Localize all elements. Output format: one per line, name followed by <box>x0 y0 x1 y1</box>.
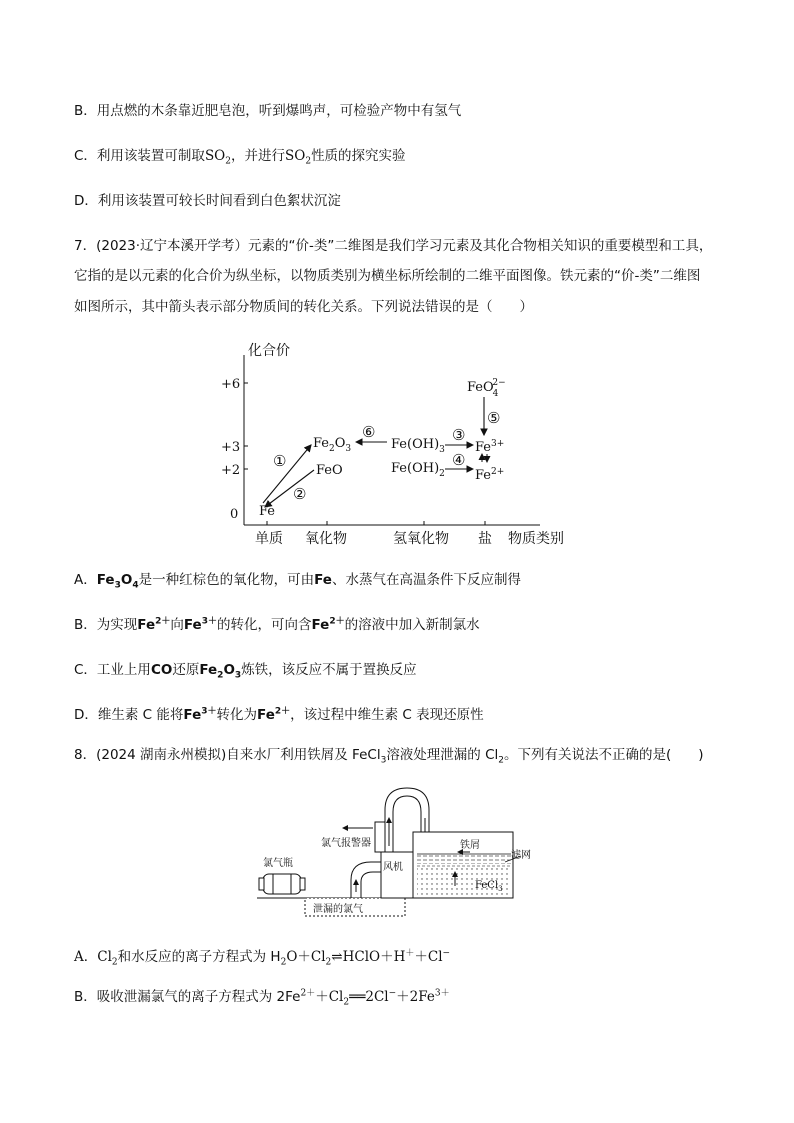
q6-option-d: D．利用该装置可较长时间看到白色絮状沉淀 <box>74 193 341 209</box>
ytick-plus2: +2 <box>221 463 241 478</box>
q8-option-b-text-2: ＋Cl <box>315 989 344 1005</box>
q8-option-a-text-3: O＋Cl <box>286 949 326 965</box>
q8-option-a-text-4: ⇌HClO＋H <box>331 949 406 965</box>
so2-text-2: SO <box>285 148 306 164</box>
species-fe3plus: $Fe^{3+}$ <box>475 439 505 455</box>
q7-stem-line-1: 7．(2023·辽宁本溪开学考）元素的“价-类”二维图是我们学习元素及其化合物相关知识的重要模型和工具， <box>74 238 713 254</box>
q8-option-a-text-5: ＋Cl <box>414 949 443 965</box>
xtick-label-hydroxide: 氢氧化物 <box>393 531 449 547</box>
ytick-plus6: +6 <box>221 377 241 392</box>
q8-stem-sub-2: 2 <box>498 755 505 766</box>
fe3o4-formula: $Fe_3O_4$ <box>96 572 139 591</box>
label-circled-5: ⑤ <box>487 409 501 427</box>
species-fe: Fe <box>259 504 276 519</box>
q8-stem-sub-1: 3 <box>380 755 387 766</box>
label-circled-4: ④ <box>452 451 466 469</box>
label-circled-2: ② <box>293 485 307 503</box>
q7-option-d-text-3: ，该过程中维生素 C 表现还原性 <box>290 707 484 723</box>
chlorine-cylinder <box>259 874 305 894</box>
fecl3-label: FeCl$_3$ <box>475 880 503 893</box>
q7-option-b-text-3: 的转化，可向含 <box>216 617 312 633</box>
q7-option-a <box>74 570 521 590</box>
q7-option-a-text-2: 、水蒸气在高温条件下反应制得 <box>331 572 521 588</box>
q7-option-b-text-1: B．为实现 <box>74 617 138 633</box>
q6-option-c-text-2: ，并进行 <box>231 148 285 164</box>
valence-class-diagram <box>215 335 585 550</box>
cylinder-label: 氯气瓶 <box>263 858 293 869</box>
fe-formula: Fe <box>314 572 332 588</box>
fe2o3-formula: $Fe_2O_3$ <box>199 662 242 681</box>
ytick-zero: 0 <box>230 507 239 522</box>
q7-stem-line-3: 如图所示，其中箭头表示部分物质间的转化关系。下列说法错误的是（ ） <box>74 299 533 315</box>
alarm-label: 氯气报警器 <box>321 838 371 849</box>
q8-stem <box>74 745 704 765</box>
xtick-label-oxide: 氧化物 <box>305 531 347 547</box>
q7-option-b-text-2: 向 <box>170 617 184 633</box>
fe3plus-formula-d: $Fe^{3+}$ <box>183 706 217 723</box>
fe2plus-formula-2: $Fe^{2+}$ <box>311 616 345 633</box>
label-circled-6: ⑥ <box>362 423 376 441</box>
q6-option-c <box>74 146 406 166</box>
q7-option-c-text-3: 炼铁，该反应不属于置换反应 <box>241 662 417 678</box>
species-feo: FeO <box>316 463 343 478</box>
iron-layer <box>417 854 511 864</box>
iron-label: 铁屑 <box>460 840 480 851</box>
q8-option-b-text-1: B．吸收泄漏氯气的离子方程式为 2Fe <box>74 989 301 1005</box>
chlorine-treatment-diagram <box>255 782 545 922</box>
q8-stem-text-3: 。下列有关说法不正确的是( ) <box>504 747 704 763</box>
so2-sub-2: 2 <box>305 156 312 167</box>
q7-option-c-text-1: C．工业上用 <box>74 662 151 678</box>
so2-formula-2 <box>285 148 312 167</box>
ytick-plus3: +3 <box>221 440 241 455</box>
alarm-tube <box>375 822 385 852</box>
q6-option-c-text-3: 性质的探究实验 <box>311 148 406 164</box>
species-fe2plus: $Fe^{2+}$ <box>475 467 505 483</box>
q8-option-a-text-2: 和水反应的离子方程式为 H <box>117 949 281 965</box>
q7-option-c <box>74 660 417 680</box>
intake-pipe-inner <box>361 872 381 898</box>
arrow-2-feo-to-fe <box>265 470 314 507</box>
so2-text: SO <box>204 148 226 164</box>
fan-label: 风机 <box>383 862 403 873</box>
q7-stem-line-2: 它指的是以元素的化合价为纵坐标，以物质类别为横坐标所绘制的二维平面图像。铁元素的“价-类”二维图 <box>74 268 701 284</box>
fe2plus-formula: $Fe^{2+}$ <box>137 616 171 633</box>
species-feoh3: $Fe(OH)_3$ <box>391 437 445 455</box>
x-axis-label: 物质类别 <box>508 531 564 547</box>
so2-sub: 2 <box>225 156 231 167</box>
q6-option-c-text-1: C．利用该装置可制取 <box>74 148 205 164</box>
q7-option-d-text-1: D．维生素 C 能将 <box>74 707 184 723</box>
so2-formula <box>204 148 231 167</box>
q8-option-b: B．吸收泄漏氯气的离子方程式为 $2Fe^{2+}+Cl_2══2Cl^-+2Fe^{3+}$ <box>74 988 450 1008</box>
q7-option-d <box>74 705 484 725</box>
species-feoh2: $Fe(OH)_2$ <box>391 461 445 479</box>
xtick-label-element: 单质 <box>255 531 283 547</box>
q7-option-c-text-2: 还原 <box>172 662 200 678</box>
xtick-label-salt: 盐 <box>478 531 492 547</box>
fe2plus-formula-d: $Fe^{2+}$ <box>257 706 291 723</box>
q8-option-b-text-4: ＋2Fe <box>396 989 435 1005</box>
q8-option-b-text-3: ══2Cl <box>349 989 389 1005</box>
q8-option-a-text-1: A．Cl <box>74 949 112 965</box>
q7-option-a-letter: A． <box>74 572 97 588</box>
q7-option-a-text-1: 是一种红棕色的氧化物，可由 <box>138 572 315 588</box>
q7-option-b-text-4: 的溶液中加入新制氯水 <box>344 617 480 633</box>
species-fe2o3: $Fe_2O_3$ <box>313 436 352 454</box>
fan-box <box>381 852 413 898</box>
q8-option-a: A．$Cl_2$和水反应的离子方程式为 $H_2O+Cl_2\rightleftharpoons HClO+H^++Cl^-$ <box>74 948 451 968</box>
q7-option-b <box>74 615 480 635</box>
q8-stem-text-2: 溶液处理泄漏的 Cl <box>386 747 499 763</box>
y-axis-label: 化合价 <box>248 343 290 359</box>
q7-option-d-text-2: 转化为 <box>216 707 258 723</box>
fe3plus-formula: $Fe^{3+}$ <box>183 616 217 633</box>
label-circled-1: ① <box>273 452 287 470</box>
species-ferrate: FeO42− <box>467 378 506 399</box>
mesh-label: 滤网 <box>511 850 531 861</box>
leak-label: 泄漏的氯气 <box>313 904 363 915</box>
q6-option-b: B．用点燃的木条靠近肥皂泡，听到爆鸣声，可检验产物中有氢气 <box>74 103 462 119</box>
label-circled-3: ③ <box>452 426 466 444</box>
q8-stem-text-1: 8．(2024 湖南永州模拟)自来水厂利用铁屑及 FeCl <box>74 747 381 763</box>
co-formula: CO <box>150 662 173 678</box>
